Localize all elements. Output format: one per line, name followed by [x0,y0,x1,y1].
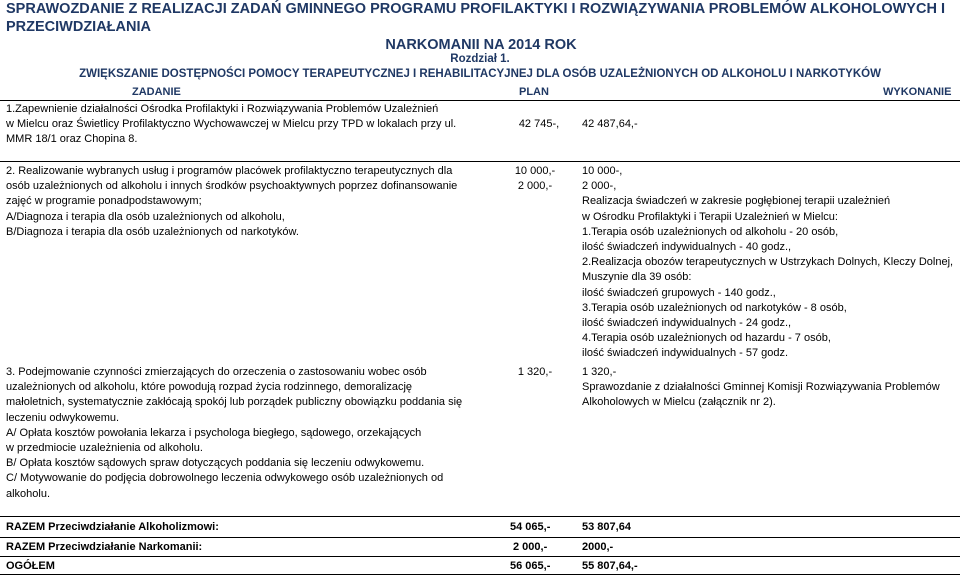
task-2-execution: 10 000-, 2 000-, Realizacja świadczeń w zakresie pogłębionej terapii uzależnień w Ośrodku Profilaktyki i Terapii Uzależnień w Mielcu: 1.Terapia osób uzależnionych od alkoholu - 20 osób, ilość świadczeń indywidualnych - 40 godz., 2.Realizacja obozów terapeutycznych w Ustrzykach Dolnych, Kleczy Dolnej, Muszynie dla 39 osób: ilość świadczeń grupowych - 140 godz., 3.Terapia osób uzależnionych od narkotyków - 8 osób, ilość świadczeń indywidualnych - 24 godz., 4.Terapia osób uzależnionych od hazardu - 7 osób, ilość świadczeń indywidualnych - 57 godz. [582,165,954,360]
summary-drugs-label: RAZEM Przeciwdziałanie Narkomanii: [6,541,203,553]
task-1-text: 1.Zapewnienie działalności Ośrodka Profilaktyki i Rozwiązywania Problemów Uzależnień w Mielcu oraz Świetlicy Profilaktyczno Wychowawczej w Mielcu przy TPD w lokalach przy ul. MMR 18/1 oraz Chopina 8. [6,103,457,146]
column-header-plan: PLAN [519,86,549,98]
summary-total-plan: 56 065,- [510,560,551,572]
document-title [6,0,956,54]
chapter-heading: Rozdział 1. [450,53,510,65]
summary-bottom-border [0,574,960,575]
section-heading: ZWIĘKSZANIE DOSTĘPNOŚCI POMOCY TERAPEUTYCZNEJ I REHABILITACYJNEJ DLA OSÓB UZALEŻNIONYCH OD ALKOHOLU I NARKOTYKÓW [79,68,881,80]
summary-total-execution: 55 807,64,- [582,560,638,572]
task-3-text: 3. Podejmowanie czynności zmierzających do orzeczenia o zastosowaniu wobec osób uzależnionych od alkoholu, które powodują rozpad życia rodzinnego, demoralizację małoletnich, systematycznie zakłócają spokój lub porządek publiczny obowiązku poddania się leczeniu odwykowemu. A/ Opłata kosztów powołania lekarza i psychologa biegłego, sądowego, orzekających w przedmiocie uzależnienia od alkoholu. B/ Opłata kosztów sądowych spraw dotyczących poddania się leczeniu odwykowemu. C/ Motywowanie do podjęcia dobrowolnego leczenia odwykowego osób uzależnionych od alkoholu. [6,366,463,500]
task-1-plan: 42 745-, [518,118,560,130]
column-header-task: ZADANIE [132,86,181,98]
task-2-plan: 10 000,- 2 000,- [514,165,556,193]
header-divider [0,100,960,101]
task-2-text: 2. Realizowanie wybranych usług i programów placówek profilaktyczno terapeutycznych dla osób uzależnionych od alkoholu i innych środków psychoaktywnych poprzez dofinansowanie zajęć w programie ponadpodstawowym; A/Diagnoza i terapia dla osób uzależnionych od alkoholu, B/Diagnoza i terapia dla osób uzależnionych od narkotyków. [6,165,458,238]
summary-divider [0,516,960,517]
column-header-execution: WYKONANIE [883,86,952,98]
summary-row-1-divider [0,537,960,538]
task-1-execution: 42 487,64,- [582,118,638,130]
summary-row-2-divider [0,556,960,557]
summary-alcohol-plan: 54 065,- [510,521,551,533]
summary-drugs-plan: 2 000,- [513,541,548,553]
task-3-plan: 1 320,- [517,366,553,378]
summary-alcohol-label: RAZEM Przeciwdziałanie Alkoholizmowi: [6,521,219,533]
summary-drugs-execution: 2000,- [582,541,614,553]
row-1-divider [0,161,960,162]
document-title-line2: NARKOMANII NA 2014 ROK [385,37,577,53]
document-title-line1: SPRAWOZDANIE Z REALIZACJI ZADAŃ GMINNEGO PROGRAMU PROFILAKTYKI I ROZWIĄZYWANIA PROBLEMÓW ALKOHOLOWYCH I PRZECIWDZIAŁANIA [6,1,945,35]
summary-total-label: OGÓŁEM [6,560,55,572]
summary-alcohol-execution: 53 807,64 [582,521,631,533]
task-3-execution: 1 320,- Sprawozdanie z działalności Gminnej Komisji Rozwiązywania Problemów Alkoholowych w Mielcu (załącznik nr 2). [582,366,940,409]
